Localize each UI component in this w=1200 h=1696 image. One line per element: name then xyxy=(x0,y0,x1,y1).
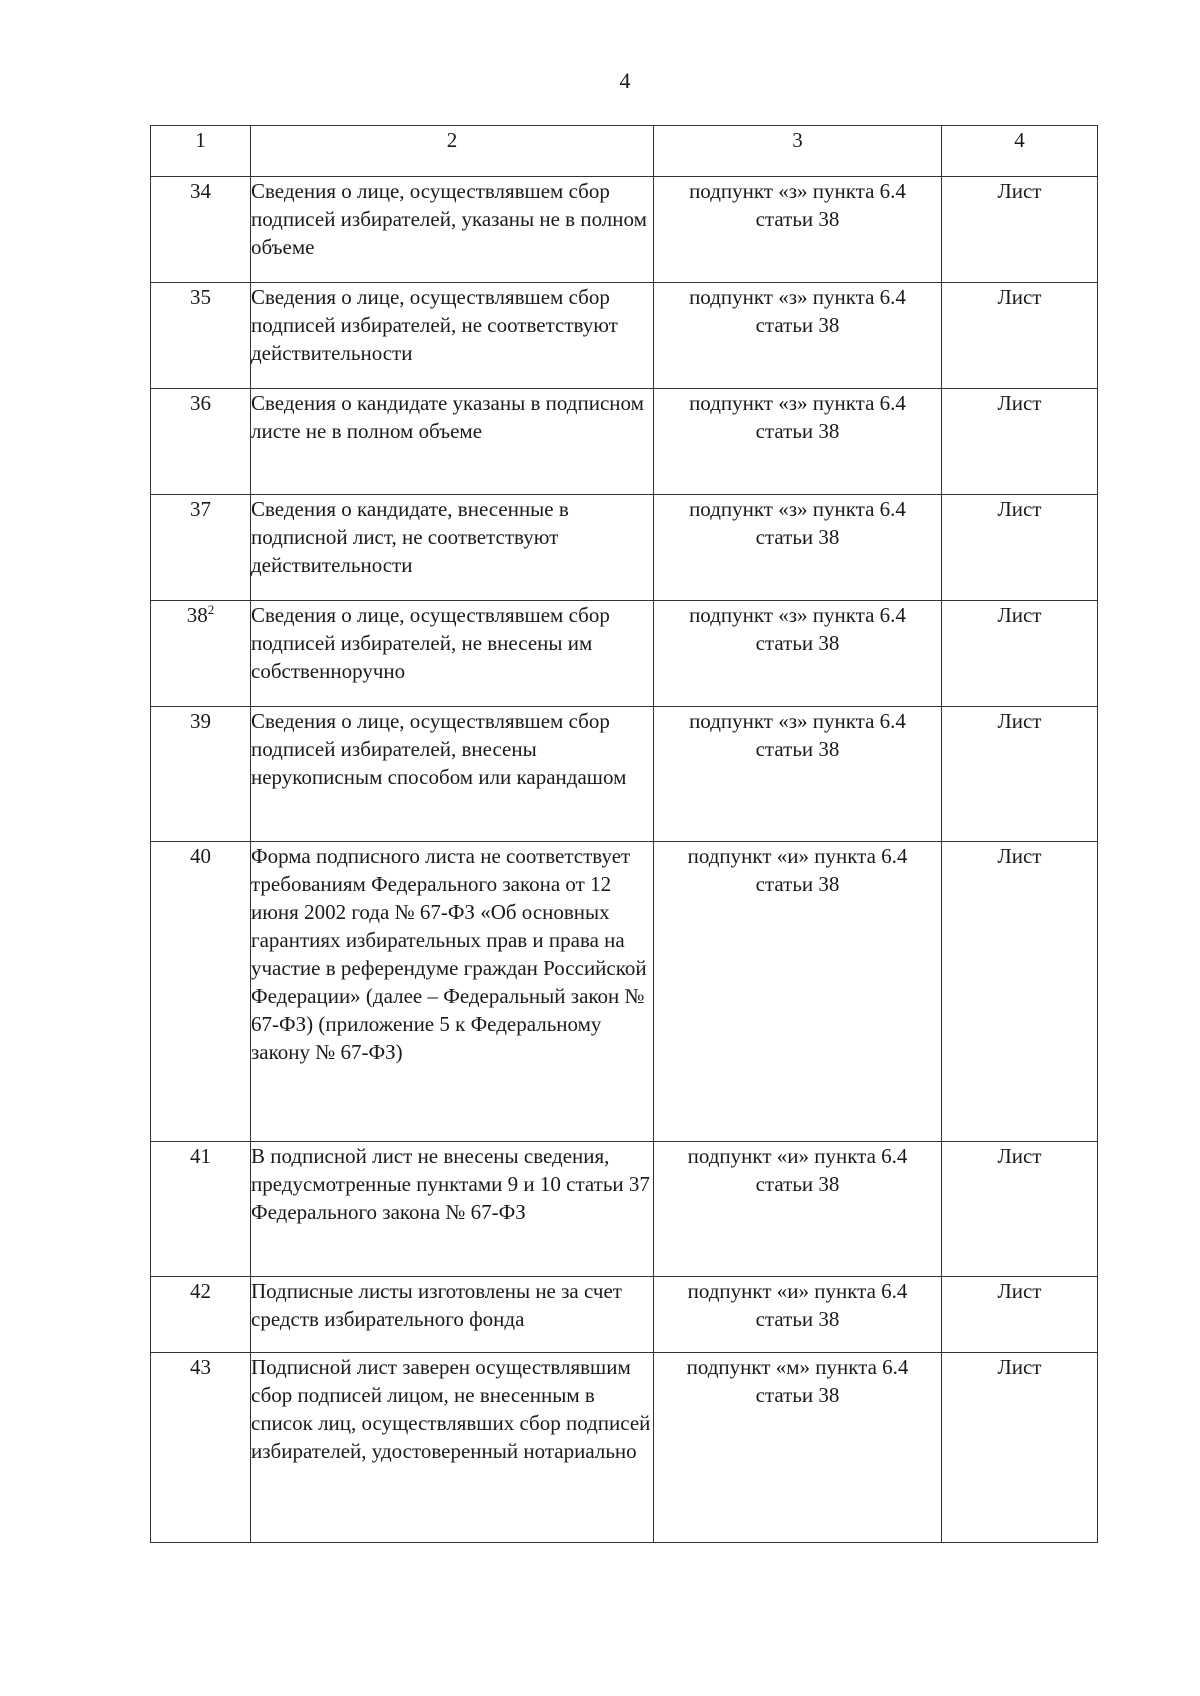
row-number-text: 41 xyxy=(190,1144,211,1168)
header-col-2: 2 xyxy=(251,126,654,177)
table-row xyxy=(151,389,1098,495)
article-line-1: подпункт «з» пункта 6.4 xyxy=(689,709,906,733)
row-description: Сведения о лице, осуществлявшем сбор подписей избирателей, не соответствуют действительности xyxy=(251,283,654,389)
table-row xyxy=(151,495,1098,601)
row-form-type: Лист xyxy=(942,1353,1098,1543)
table-row xyxy=(151,1353,1098,1543)
row-article-reference xyxy=(654,177,942,283)
row-description: Подписные листы изготовлены не за счет средств избирательного фонда xyxy=(251,1277,654,1353)
header-col-4: 4 xyxy=(942,126,1098,177)
article-line-2: статьи 38 xyxy=(755,313,840,337)
violations-table xyxy=(150,125,1098,1543)
article-line-2: статьи 38 xyxy=(755,1307,840,1331)
row-number xyxy=(151,1142,251,1277)
header-col-1: 1 xyxy=(151,126,251,177)
row-number-text: 35 xyxy=(190,285,211,309)
article-line-2: статьи 38 xyxy=(755,631,840,655)
table-row xyxy=(151,601,1098,707)
article-line-1: подпункт «и» пункта 6.4 xyxy=(687,1279,908,1303)
row-number xyxy=(151,707,251,842)
row-article-reference xyxy=(654,1353,942,1543)
article-line-1: подпункт «з» пункта 6.4 xyxy=(689,497,906,521)
table-row xyxy=(151,283,1098,389)
header-col-3: 3 xyxy=(654,126,942,177)
row-article-reference xyxy=(654,707,942,842)
row-number-superscript: 2 xyxy=(207,602,215,617)
article-line-2: статьи 38 xyxy=(755,872,840,896)
row-number xyxy=(151,283,251,389)
row-article-reference xyxy=(654,495,942,601)
row-article-reference xyxy=(654,1142,942,1277)
table-header xyxy=(151,126,1098,177)
row-number xyxy=(151,842,251,1142)
row-number xyxy=(151,177,251,283)
row-article-reference xyxy=(654,283,942,389)
article-line-1: подпункт «м» пункта 6.4 xyxy=(686,1355,909,1379)
row-article-reference xyxy=(654,389,942,495)
row-description: В подписной лист не внесены сведения, предусмотренные пунктами 9 и 10 статьи 37 Федерального закона № 67-ФЗ xyxy=(251,1142,654,1277)
row-form-type: Лист xyxy=(942,707,1098,842)
article-line-2: статьи 38 xyxy=(755,525,840,549)
row-number xyxy=(151,1353,251,1543)
row-number xyxy=(151,601,251,707)
page-number: 4 xyxy=(619,68,631,93)
row-description: Форма подписного листа не соответствует требованиям Федерального закона от 12 июня 2002 года № 67-ФЗ «Об основных гарантиях избирательных прав и права на участие в референдуме граждан Российской Федерации» (далее – Федеральный закон № 67-ФЗ) (приложение 5 к Федеральному закону № 67-ФЗ) xyxy=(251,842,654,1142)
row-description: Сведения о кандидате указаны в подписном листе не в полном объеме xyxy=(251,389,654,495)
table-body xyxy=(151,177,1098,1543)
row-number-text: 38 xyxy=(186,603,208,627)
table-row xyxy=(151,842,1098,1142)
table-row xyxy=(151,177,1098,283)
row-number-text: 34 xyxy=(190,179,211,203)
row-form-type: Лист xyxy=(942,601,1098,707)
row-article-reference xyxy=(654,842,942,1142)
row-number-text: 42 xyxy=(190,1279,211,1303)
table-row xyxy=(151,1277,1098,1353)
row-number-text: 37 xyxy=(190,497,211,521)
row-number-text: 43 xyxy=(190,1355,211,1379)
row-form-type: Лист xyxy=(942,177,1098,283)
row-description: Сведения о лице, осуществлявшем сбор подписей избирателей, внесены нерукописным способом или карандашом xyxy=(251,707,654,842)
row-number xyxy=(151,389,251,495)
row-form-type: Лист xyxy=(942,842,1098,1142)
row-form-type: Лист xyxy=(942,1142,1098,1277)
row-description: Сведения о лице, осуществлявшем сбор подписей избирателей, указаны не в полном объеме xyxy=(251,177,654,283)
row-number-text: 40 xyxy=(190,844,211,868)
header-row xyxy=(151,126,1098,177)
article-line-1: подпункт «з» пункта 6.4 xyxy=(689,179,906,203)
row-description: Подписной лист заверен осуществлявшим сбор подписей лицом, не внесенным в список лиц, осуществлявших сбор подписей избирателей, удостоверенный нотариально xyxy=(251,1353,654,1543)
article-line-2: статьи 38 xyxy=(755,1383,840,1407)
article-line-1: подпункт «з» пункта 6.4 xyxy=(689,391,906,415)
article-line-1: подпункт «з» пункта 6.4 xyxy=(689,603,906,627)
row-number xyxy=(151,1277,251,1353)
article-line-2: статьи 38 xyxy=(755,1172,840,1196)
row-number-text: 36 xyxy=(190,391,211,415)
article-line-1: подпункт «и» пункта 6.4 xyxy=(687,1144,908,1168)
row-form-type: Лист xyxy=(942,389,1098,495)
row-description: Сведения о кандидате, внесенные в подписной лист, не соответствуют действительности xyxy=(251,495,654,601)
article-line-2: статьи 38 xyxy=(755,419,840,443)
row-form-type: Лист xyxy=(942,283,1098,389)
row-number-text: 39 xyxy=(190,709,211,733)
table-row xyxy=(151,707,1098,842)
row-form-type: Лист xyxy=(942,495,1098,601)
row-description: Сведения о лице, осуществлявшем сбор подписей избирателей, не внесены им собственноручно xyxy=(251,601,654,707)
row-number xyxy=(151,495,251,601)
row-article-reference xyxy=(654,1277,942,1353)
article-line-1: подпункт «з» пункта 6.4 xyxy=(689,285,906,309)
article-line-2: статьи 38 xyxy=(755,737,840,761)
table-row xyxy=(151,1142,1098,1277)
article-line-1: подпункт «и» пункта 6.4 xyxy=(687,844,908,868)
row-article-reference xyxy=(654,601,942,707)
article-line-2: статьи 38 xyxy=(755,207,840,231)
row-form-type: Лист xyxy=(942,1277,1098,1353)
